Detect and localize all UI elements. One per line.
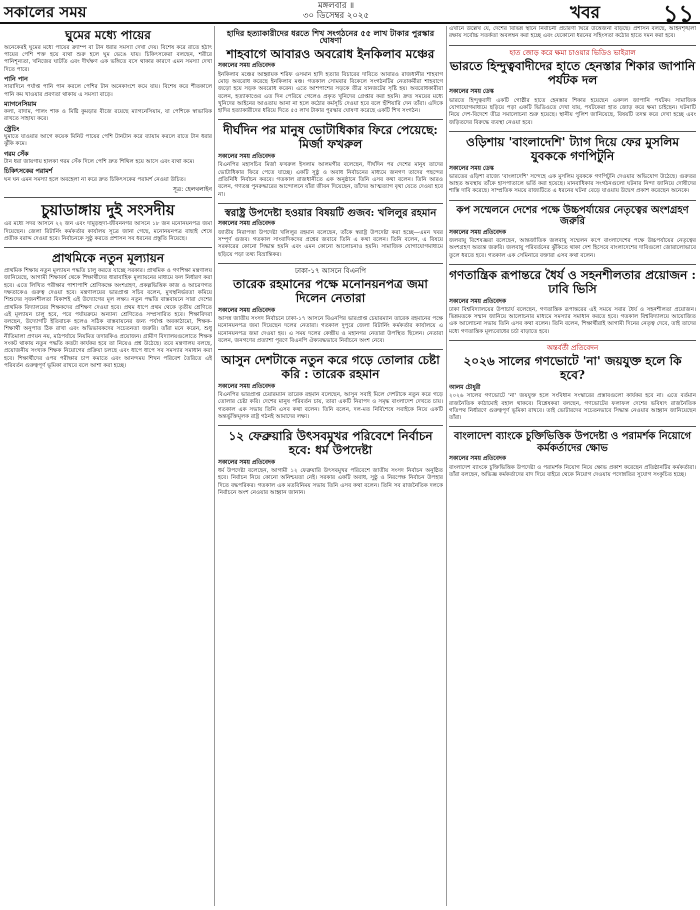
- article-headline: কপ সম্মেলনে দেশের পক্ষে উচ্চপর্যায়ের নেতৃত্বের অংশগ্রহণ জরুরি: [456, 204, 689, 228]
- article-byline: সকালের সময় ডেস্ক: [449, 165, 494, 172]
- issue-day: মঙ্গলবার ॥: [317, 1, 355, 11]
- article-headline: বাংলাদেশ ব্যাংকে চুক্তিভিত্তিক উপদেষ্টা ও পরামর্শক নিয়োগে কর্মকর্তাদের ক্ষোভ: [453, 431, 692, 454]
- article-kicker: অন্তর্বর্তী প্রতিবেদন: [546, 344, 599, 353]
- divider: [449, 45, 696, 46]
- column-rule: [214, 26, 215, 906]
- divider: [218, 119, 443, 120]
- article-kicker: হাত জোড় করে ক্ষমা চাওয়ার ভিডিও ভাইরাল: [509, 48, 636, 57]
- divider: [4, 247, 212, 248]
- article-body: প্রাথমিক শিক্ষায় নতুন মূল্যায়ন পদ্ধতি চালু করতে যাচ্ছে সরকার। প্রাথমিক ও গণশিক্ষা মন্ত্রণালয় জানিয়েছে, আগামী শিক্ষাবর্ষ থেকে শিক্ষার্থীদের ধারাবাহিক মূল্যায়নের মাধ্যমে ফল নির্ধারণ করা হবে। এতে লিখিত পরীক্ষার পাশাপাশি শ্রেণিকক্ষে অংশগ্রহণ, প্রকল্পভিত্তিক কাজ ও আচরণগত দক্ষতাকেও গুরুত্ব দেওয়া হবে। মন্ত্রণালয়ের ভারপ্রাপ্ত সচিব বলেন, মুখস্থনির্ভরতা কমিয়ে শিশুদের সৃজনশীলতা বিকাশই এই উদ্যোগের মূল লক্ষ্য। নতুন পদ্ধতি বাস্তবায়নে সারা দেশের প্রাথমিক বিদ্যালয়ের শিক্ষকদের প্রশিক্ষণ দেওয়া হবে। প্রথম ধাপে প্রথম থেকে তৃতীয় শ্রেণিতে এই মূল্যায়ন চালু হবে, পরে পর্যায়ক্রমে অন্যান্য শ্রেণিতেও সম্প্রসারিত হবে। শিক্ষাবিদরা বলছেন, উদ্যোগটি ইতিবাচক হলেও সঠিক বাস্তবায়নের জন্য পর্যাপ্ত অবকাঠামো, শিক্ষক-শিক্ষার্থী অনুপাত ঠিক রাখা এবং অভিভাবকদের সচেতনতা জরুরি। তাঁরা মনে করেন, শুধু নীতিমালা প্রণয়ন নয়, মাঠপর্যায়ে নিয়মিত তদারকিও প্রয়োজন। গ্রামীণ বিদ্যালয়গুলোতে শিক্ষক সংকট থাকায় নতুন পদ্ধতি কতটা কার্যকর হবে তা নিয়েও প্রশ্ন উঠেছে। তবে মন্ত্রণালয় বলছে, প্রয়োজনীয় সংখ্যক শিক্ষক নিয়োগের প্রক্রিয়া চলছে এবং ধাপে ধাপে সব সমস্যার সমাধান করা হবে। শিক্ষার্থীদের ওপর পরীক্ষার চাপ কমাতে এবং আনন্দময় শিখন পরিবেশ তৈরিতে এই পরিবর্তন গুরুত্বপূর্ণ ভূমিকা রাখবে বলে আশা করা হচ্ছে।: [4, 268, 212, 369]
- section-title: খবর: [570, 3, 600, 23]
- divider: [4, 197, 212, 198]
- issue-date: [236, 1, 436, 21]
- article-headline: দীর্ঘদিন পর মানুষ ভোটাধিকার ফিরে পেয়েছে: মির্জা ফখরুল: [223, 123, 438, 152]
- article-body: ধর্ম উপদেষ্টা বলেছেন, আগামী ১২ ফেব্রুয়ারি উৎসবমুখর পরিবেশে জাতীয় সংসদ নির্বাচন অনুষ্ঠিত হবে। নির্বাচন নিয়ে কোনো অনিশ্চয়তা নেই। সরকার একটি অবাধ, সুষ্ঠু ও নিরপেক্ষ নির্বাচন উপহার দিতে বদ্ধপরিকর। গতকাল এক মতবিনিময় সভায় তিনি এসব কথা বলেন। তিনি সব রাজনৈতিক দলকে নির্বাচনে অংশ নেওয়ার আহ্বান জানান।: [218, 468, 443, 497]
- article-subhead: স্ট্রেচিং: [4, 125, 20, 133]
- article-subhead: ম্যাগনেসিয়াম: [4, 100, 37, 108]
- article-body: বাংলাদেশ ব্যাংকে চুক্তিভিত্তিক উপদেষ্টা ও পরামর্শক নিয়োগ নিয়ে ক্ষোভ প্রকাশ করেছেন প্রতিষ্ঠানটির কর্মকর্তারা। তাঁরা বলছেন, অভিজ্ঞ কর্মকর্তাদের বাদ দিয়ে বাইরে থেকে নিয়োগ দেওয়ায় পদোন্নতির সুযোগ সংকুচিত হচ্ছে।: [449, 464, 696, 478]
- article-headline: প্রাথমিকে নতুন মূল্যায়ন: [51, 251, 164, 266]
- article-byline: সকালের সময় প্রতিবেদক: [449, 298, 506, 305]
- divider: [218, 203, 443, 204]
- divider: [449, 426, 696, 427]
- article-headline: ১২ ফেব্রুয়ারি উৎসবমুখর পরিবেশে নির্বাচন হবে: ধর্ম উপদেষ্টা: [228, 429, 433, 458]
- article-body: ঘন ঘন এমন সমস্যা হলে অবহেলা না করে দ্রুত চিকিৎসকের পরামর্শ নেওয়া উচিত।: [4, 176, 186, 183]
- article-byline: সকালের সময় প্রতিবেদক: [218, 383, 275, 390]
- article-byline: সকালের সময় প্রতিবেদক: [218, 63, 275, 70]
- article-body: ঢাকা বিশ্ববিদ্যালয়ের উপাচার্য বলেছেন, গণতান্ত্রিক রূপান্তরের এই সময়ে সবার ধৈর্য ও সহনশীলতা প্রয়োজন। ভিন্নমতকে সম্মান জানিয়ে আলোচনার মাধ্যমে সমস্যার সমাধান করতে হবে। গতকাল বিশ্ববিদ্যালয়ে আয়োজিত এক আলোচনা সভায় তিনি এসব কথা বলেন। তিনি বলেন, শিক্ষার্থীরাই আগামী দিনের নেতৃত্ব দেবে, তাই তাদের মধ্যে গণতান্ত্রিক মূল্যবোধের চর্চা বাড়াতে হবে।: [449, 306, 696, 335]
- article-body: এখানে উল্লেখ যে, দেশের বিভিন্ন স্থানে নির্বাচনী প্রচারণা ঘিরে উত্তেজনা বাড়ছে। প্রশাসন বলছে, আইনশৃঙ্খলা রক্ষায় সর্বোচ্চ সতর্কতা অবলম্বন করা হচ্ছে এবং যেকোনো ধরনের সহিংসতা কঠোর হাতে দমন করা হবে।: [449, 26, 696, 40]
- issue-date-text: ৩০ ডিসেম্বর ২০২৫: [303, 11, 369, 21]
- article-kicker: হাদির হত্যাকারীদের ধরতে শিখ সংগঠনের ৫৫ লাখ টাকার পুরস্কার ঘোষণা: [226, 28, 435, 46]
- article-body: এর মধ্যে সদর আসনে ২২ জন এবং দামুড়হুদা-জীবননগর আসনে ১৮ জন মনোনয়নপত্র জমা দিয়েছেন। জেলা রিটার্নিং কর্মকর্তার কার্যালয় সূত্রে জানা গেছে, মনোনয়নপত্র বাছাই শেষে প্রতীক বরাদ্দ দেওয়া হবে। নির্বাচনকে সুষ্ঠু করতে প্রশাসন সব ধরনের প্রস্তুতি নিয়েছে।: [4, 221, 212, 242]
- article-headline: ঘুমের মধ্যে পায়ের: [65, 28, 151, 42]
- article-subhead: চিকিৎসকের পরামর্শ: [4, 168, 53, 176]
- page-number: ১১: [662, 0, 694, 28]
- article-headline: আসুন দেশটাকে নতুন করে গড়ে তোলার চেষ্টা করি : তারেক রহমান: [221, 353, 440, 381]
- article-headline: গণতান্ত্রিক রূপান্তরে ধৈর্য ও সহনশীলতার প্রয়োজন : ঢাবি ভিসি: [449, 267, 696, 296]
- article-byline: সকালের সময় প্রতিবেদক: [218, 221, 275, 228]
- column-middle: [218, 26, 443, 906]
- article-body: টান ধরা জায়গায় হালকা গরম সেঁক দিলে পেশি দ্রুত শিথিল হয়ে আসে এবং ব্যথা কমে।: [4, 158, 195, 165]
- article-body: ভারতের ওড়িশা রাজ্যে 'বাংলাদেশি' সন্দেহে এক মুসলিম যুবককে গণপিটুনি দেওয়ার অভিযোগ উঠেছে। গুরুতর আহত অবস্থায় তাঁকে হাসপাতালে ভর্তি করা হয়েছে। মানবাধিকার সংগঠনগুলো ঘটনার নিন্দা জানিয়ে দোষীদের শাস্তি দাবি করেছে। সাম্প্রতিক সময়ে রাজ্যটিতে এ ধরনের ঘটনা বেড়ে যাওয়ায় উদ্বেগ প্রকাশ করেছেন অনেকে।: [449, 173, 696, 195]
- column-rule: [446, 26, 447, 906]
- divider: [218, 425, 443, 426]
- article-body: অনেকেরই ঘুমের মধ্যে পায়ের ক্র্যাম্প বা টান ধরার সমস্যা দেখা দেয়। বিশেষ করে রাতে হঠাৎ পায়ের পেশি শক্ত হয়ে ব্যথা শুরু হলে ঘুম ভেঙে যায়। চিকিৎসকেরা বলছেন, শরীরে পানিশূন্যতা, খনিজের ঘাটতি এবং দীর্ঘক্ষণ এক ভঙ্গিতে বসে থাকার কারণে এমন সমস্যা দেখা দিতে পারে।: [4, 44, 212, 73]
- article-headline: ওড়িশায় 'বাংলাদেশি' ট্যাগ দিয়ে ফের মুসলিম যুবককে গণপিটুনি: [466, 134, 679, 163]
- article-subhead: পানি পান: [4, 75, 28, 83]
- article-body: ২০২৬ সালের গণভোটে 'না' জয়যুক্ত হলে সংবিধান সংস্কারের প্রস্তাবগুলো কার্যকর হবে না। এতে বর্তমান রাজনৈতিক কাঠামোই বহাল থাকবে। বিশ্লেষকরা বলছেন, গণভোটের ফলাফল দেশের ভবিষ্যৎ রাজনৈতিক গতিপথ নির্ধারণে গুরুত্বপূর্ণ ভূমিকা রাখবে। তাই ভোটারদের সচেতনভাবে সিদ্ধান্ত নেওয়ার আহ্বান জানিয়েছেন তাঁরা।: [449, 393, 696, 422]
- article-byline: সকালের সময় ডেস্ক: [449, 89, 494, 96]
- article-body: আসন্ন জাতীয় সংসদ নির্বাচনে ঢাকা-১৭ আসনে বিএনপির ভারপ্রাপ্ত চেয়ারম্যান তারেক রহমানের পক্ষে মনোনয়নপত্র জমা দিয়েছেন দলের নেতারা। গতকাল দুপুরে জেলা রিটার্নিং কর্মকর্তার কার্যালয়ে এ মনোনয়নপত্র জমা দেওয়া হয়। এ সময় দলের কেন্দ্রীয় ও মহানগর নেতারা উপস্থিত ছিলেন। নেতারা বলেন, জনগণের প্রত্যাশা পূরণে বিএনপি ঐক্যবদ্ধভাবে নির্বাচনে অংশ নেবে।: [218, 316, 443, 344]
- column-right: [449, 26, 696, 906]
- divider: [218, 349, 443, 350]
- masthead: [0, 0, 700, 28]
- article-body: জাতীয় নিরাপত্তা উপদেষ্টা খলিলুর রহমান বলেছেন, তাঁকে স্বরাষ্ট্র উপদেষ্টা করা হচ্ছে—এমন খবর সম্পূর্ণ গুজব। গতকাল সাংবাদিকদের প্রশ্নের জবাবে তিনি এ কথা বলেন। তিনি বলেন, এ বিষয়ে সরকারের কোনো সিদ্ধান্ত হয়নি এবং এমন কোনো আলোচনাও হয়নি। সামাজিক যোগাযোগমাধ্যমে ছড়িয়ে পড়া তথ্য বিভ্রান্তিকর।: [218, 229, 443, 258]
- article-headline: তারেক রহমানের পক্ষে মনোনয়নপত্র জমা দিলেন নেতারা: [233, 277, 428, 305]
- article-byline: সকালের সময় প্রতিবেদক: [218, 154, 275, 161]
- divider: [449, 340, 696, 341]
- article-body: সারাদিনে পর্যাপ্ত পানি পান করলে পেশির টান অনেকাংশে কমে যায়। বিশেষ করে শীতকালে পানি কম খাওয়ার প্রবণতা থাকায় এ সমস্যা বাড়ে।: [4, 84, 212, 98]
- article-body: ইনকিলাব মঞ্চের আহ্বায়ক শরিফ ওসমান হাদি হত্যার বিচারের দাবিতে আবারও রাজধানীর শাহবাগ মোড় অবরোধ করেছে ইনকিলাব মঞ্চ। গতকাল সোমবার বিকেলে সংগঠনটির নেতাকর্মীরা শাহবাগে জড়ো হয়ে সড়ক অবরোধ করেন। এতে আশপাশের সড়কে তীব্র যানজটের সৃষ্টি হয়। অবরোধকারীরা বলেন, হত্যাকাণ্ডের এত দিন পেরিয়ে গেলেও প্রকৃত খুনিদের গ্রেপ্তার করা হয়নি। দ্রুত সময়ের মধ্যে খুনিদের আইনের আওতায় আনা না হলে কঠোর কর্মসূচি দেওয়া হবে বলে হুঁশিয়ারি দেন তাঁরা। এদিকে হাদির হত্যাকারীদের ধরিয়ে দিতে ৫৫ লাখ টাকার পুরস্কার ঘোষণা করেছে একটি শিখ সংগঠন।: [218, 71, 443, 115]
- article-headline: স্বরাষ্ট্র উপদেষ্টা হওয়ার বিষয়টি গুজব: খলিলুর রহমান: [224, 207, 437, 219]
- article-byline: সকালের সময় প্রতিবেদক: [449, 229, 506, 236]
- divider: [449, 131, 696, 132]
- newspaper-logo: সকালের সময়: [4, 3, 87, 21]
- article-body: বিএনপির ভারপ্রাপ্ত চেয়ারম্যান তারেক রহমান বলেছেন, আসুন সবাই মিলে দেশটাকে নতুন করে গড়ে তোলার চেষ্টা করি। দেশের মানুষ পরিবর্তন চায়, তারা একটি নিরাপদ ও সমৃদ্ধ বাংলাদেশ দেখতে চায়। গতকাল এক সভায় তিনি এসব কথা বলেন। তিনি বলেন, দল-মত নির্বিশেষে সবাইকে নিয়ে একটি অন্তর্ভুক্তিমূলক রাষ্ট্র গঠনই আমাদের লক্ষ্য।: [218, 392, 443, 420]
- divider: [449, 200, 696, 201]
- article-byline: আলম চৌধুরী: [449, 384, 481, 391]
- article-source: সূত্র: হেলথলাইন: [172, 185, 212, 193]
- article-headline: ২০২৬ সালের গণভোটে 'না' জয়যুক্ত হলে কি হবে?: [463, 354, 682, 383]
- article-headline: ভারতে হিন্দুত্ববাদীদের হাতে হেনস্তার শিকার জাপানি পর্যটক দল: [449, 58, 696, 87]
- divider: [449, 264, 696, 265]
- article-headline: শাহবাগে আবারও অবরোধ ইনকিলাব মঞ্চের: [226, 46, 435, 61]
- column-left: [4, 26, 212, 906]
- article-body: জলবায়ু বিশেষজ্ঞরা বলেছেন, আন্তর্জাতিক জলবায়ু সম্মেলন কপে বাংলাদেশের পক্ষে উচ্চপর্যায়ের নেতৃত্বের অংশগ্রহণ অত্যন্ত জরুরি। জলবায়ু পরিবর্তনের ঝুঁকিতে থাকা দেশ হিসেবে বাংলাদেশের দাবিগুলো জোরালোভাবে তুলে ধরতে হবে। গতকাল এক সেমিনারে বক্তারা এসব কথা বলেন।: [449, 238, 696, 259]
- article-kicker: ঢাকা-১৭ আসনে বিএনপি: [295, 266, 366, 275]
- article-headline: চুয়াডাঙ্গায় দুই সংসদীয়: [41, 201, 175, 220]
- article-body: বিএনপির মহাসচিব মির্জা ফখরুল ইসলাম আলমগীর বলেছেন, দীর্ঘদিন পর দেশের মানুষ তাদের ভোটাধিকার ফিরে পেতে যাচ্ছে। একটি সুষ্ঠু ও অবাধ নির্বাচনের মাধ্যমে জনগণ তাদের পছন্দের প্রতিনিধি নির্বাচন করবে। গতকাল রাজধানীতে এক অনুষ্ঠানে তিনি এসব কথা বলেন। তিনি আরও বলেন, গণতন্ত্র পুনরুদ্ধারের আন্দোলনে যাঁরা জীবন দিয়েছেন, তাঁদের আত্মত্যাগ বৃথা যেতে দেওয়া হবে না।: [218, 162, 443, 198]
- article-byline: সকালের সময় প্রতিবেদক: [449, 456, 506, 463]
- article-byline: সকালের সময় প্রতিবেদক: [218, 307, 275, 314]
- article-body: ঘুমাতে যাওয়ার আগে কয়েক মিনিট পায়ের পেশি টানটান করে ব্যায়াম করলে রাতে টান ধরার ঝুঁকি কমে।: [4, 134, 212, 148]
- article-body: কলা, বাদাম, পালং শাক ও মিষ্টি কুমড়ার বীজে রয়েছে ম্যাগনেসিয়াম, যা পেশিকে স্বাভাবিক রাখতে সাহায্য করে।: [4, 109, 212, 123]
- article-byline: সকালের সময় প্রতিবেদক: [218, 459, 275, 466]
- article-subhead: গরম সেঁক: [4, 150, 29, 158]
- article-body: ভারতে হিন্দুত্ববাদী একটি গোষ্ঠীর হাতে হেনস্তার শিকার হয়েছেন একদল জাপানি পর্যটক। সামাজিক যোগাযোগমাধ্যমে ছড়িয়ে পড়া একটি ভিডিওতে দেখা যায়, পর্যটকেরা হাত জোড় করে ক্ষমা চাইছেন। ঘটনাটি নিয়ে দেশ-বিদেশে তীব্র সমালোচনা শুরু হয়েছে। স্থানীয় পুলিশ জানিয়েছে, বিষয়টি তদন্ত করে দেখা হচ্ছে এবং জড়িতদের বিরুদ্ধে ব্যবস্থা নেওয়া হবে।: [449, 97, 696, 126]
- divider: [218, 263, 443, 264]
